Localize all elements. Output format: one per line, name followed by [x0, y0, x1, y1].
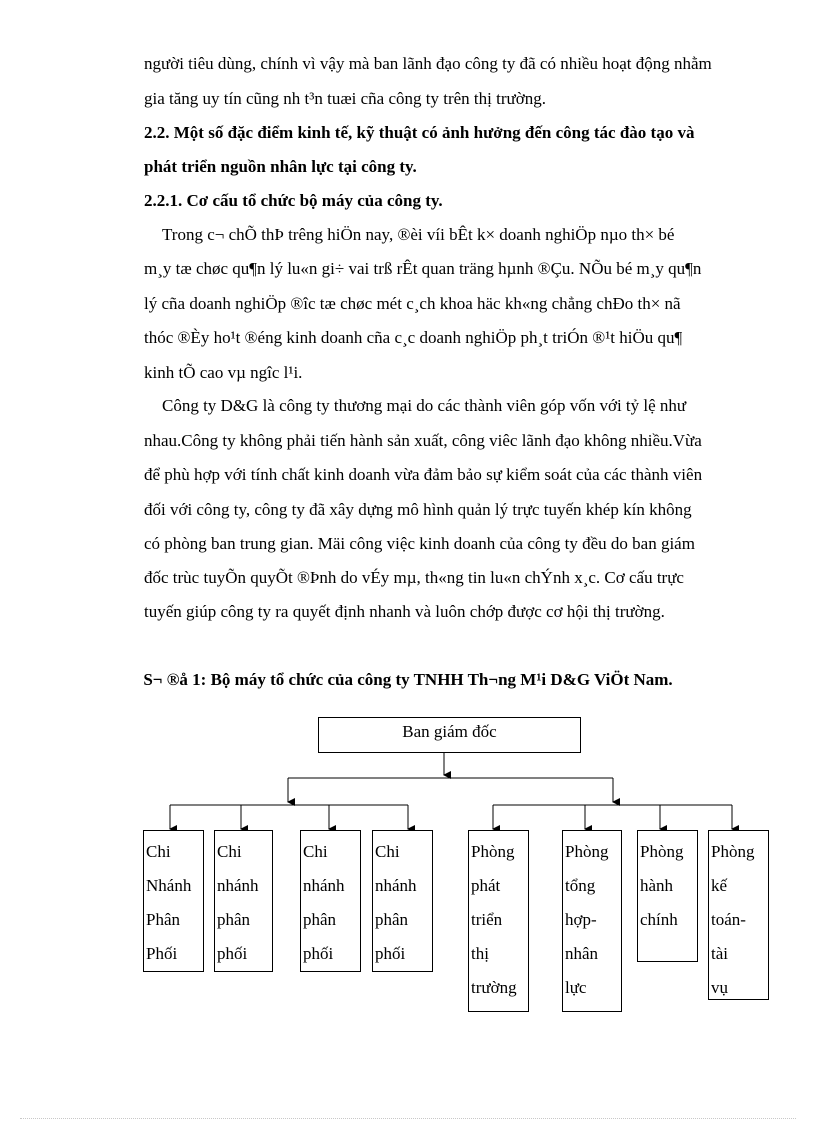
org-unit-line: phối: [375, 944, 406, 963]
org-unit-box: [372, 830, 433, 972]
org-unit-line: phân: [303, 910, 337, 929]
org-unit-line: Chi: [217, 842, 242, 861]
paragraph2-line4: thóc ®Èy ho¹t ®éng kinh doanh cña c¸c doanh nghiÖp ph¸t triÓn ®¹t hiÖu qu¶: [144, 328, 683, 347]
paragraph3-line4: đối với công ty, công ty đã xây dựng mô hình quản lý trực tuyến khép kín không: [144, 500, 692, 519]
paragraph3-line3: để phù hợp với tính chất kinh doanh vừa đảm bảo sự kiểm soát của các thành viên: [144, 465, 703, 484]
org-unit-box: [562, 830, 622, 1012]
org-unit-line: trường: [471, 978, 517, 997]
org-unit-line: triển: [471, 910, 503, 929]
heading-2-2-line1: 2.2. Một số đặc điểm kinh tế, kỹ thuật có ảnh hưởng đến công tác đào tạo và: [144, 123, 695, 142]
org-unit-line: thị: [471, 944, 489, 963]
org-unit-line: Phòng: [711, 842, 755, 861]
paragraph1-line1: người tiêu dùng, chính vì vậy mà ban lãnh đạo công ty đã có nhiều hoạt động nhằm: [144, 54, 712, 73]
org-unit-line: phát: [471, 876, 501, 895]
org-unit-line: phân: [217, 910, 251, 929]
org-unit-line: hợp-: [565, 910, 597, 929]
paragraph3-line1: Công ty D&G là công ty thương mại do các thành viên góp vốn với tỷ lệ như: [162, 396, 687, 415]
paragraph3-line7: tuyến giúp công ty ra quyết định nhanh và luôn chớp được cơ hội thị trường.: [144, 602, 665, 621]
paragraph1-line2: gia tăng uy tín cũng nh t³n tuæi cña công ty trên thị trường.: [144, 89, 546, 108]
org-unit-line: toán-: [711, 910, 746, 929]
diagram-caption: S¬ ®å 1: Bộ máy tổ chức của công ty TNHH Th¬ng M¹i D&G ViÖt Nam.: [143, 670, 673, 689]
org-unit-line: tài: [711, 944, 728, 963]
org-unit-line: nhánh: [375, 876, 417, 895]
paragraph2-line2: m¸y tæ chøc qu¶n lý lu«n gi÷ vai trß rÊt quan träng hµnh ®Çu. NÕu bé m¸y qu¶n: [144, 259, 702, 278]
org-unit-line: Phòng: [565, 842, 609, 861]
org-unit-line: Chi: [375, 842, 400, 861]
org-unit-line: vụ: [711, 978, 728, 997]
org-unit-line: tổng: [565, 876, 596, 895]
paragraph3-line5: có phòng ban trung gian. Mäi công việc kinh doanh của công ty đều do ban giám: [144, 534, 695, 553]
org-unit-box: [214, 830, 273, 972]
org-unit-line: Chi: [303, 842, 328, 861]
board-of-directors-box: Ban giám đốc: [318, 717, 581, 753]
org-unit-line: hành: [640, 876, 674, 895]
paragraph2-line5: kinh tÕ cao vµ ngîc l¹i.: [144, 363, 303, 382]
paragraph2-line3: lý cña doanh nghiÖp ®îc tæ chøc mét c¸ch khoa häc kh«ng chẳng chÐo th× nã: [144, 294, 681, 313]
org-unit-line: Chi: [146, 842, 171, 861]
org-unit-box: [708, 830, 769, 1000]
org-unit-line: chính: [640, 910, 678, 929]
org-unit-line: nhánh: [303, 876, 345, 895]
org-unit-box: [637, 830, 698, 962]
org-unit-line: kế: [711, 876, 728, 895]
paragraph3-line6: đốc trùc tuyÕn quyÕt ®Þnh do vÉy mµ, th«ng tin lu«n chÝnh x¸c. Cơ cấu trực: [144, 568, 684, 587]
org-unit-box: [143, 830, 204, 972]
org-unit-box: [300, 830, 361, 972]
org-unit-line: Nhánh: [146, 876, 192, 895]
org-unit-line: Phòng: [471, 842, 515, 861]
org-unit-line: Phối: [146, 944, 178, 963]
page-bottom-border: [20, 1118, 796, 1119]
org-unit-line: Phòng: [640, 842, 684, 861]
paragraph2-line1: Trong c¬ chÕ thÞ trêng hiÖn nay, ®èi víi bÊt k× doanh nghiÖp nµo th× bé: [162, 225, 675, 244]
org-unit-line: nhân: [565, 944, 599, 963]
org-unit-line: phân: [375, 910, 409, 929]
heading-2-2-1: 2.2.1. Cơ cấu tổ chức bộ máy của công ty.: [144, 191, 443, 210]
org-unit-box: [468, 830, 529, 1012]
org-unit-line: phối: [303, 944, 334, 963]
heading-2-2-line2: phát triển nguồn nhân lực tại công ty.: [144, 157, 417, 176]
paragraph3-line2: nhau.Công ty không phải tiến hành sản xuất, công viêc lãnh đạo không nhiều.Vừa: [144, 431, 702, 450]
org-unit-line: Phân: [146, 910, 180, 929]
org-unit-line: nhánh: [217, 876, 259, 895]
org-unit-line: phối: [217, 944, 248, 963]
org-unit-line: lực: [565, 978, 587, 997]
